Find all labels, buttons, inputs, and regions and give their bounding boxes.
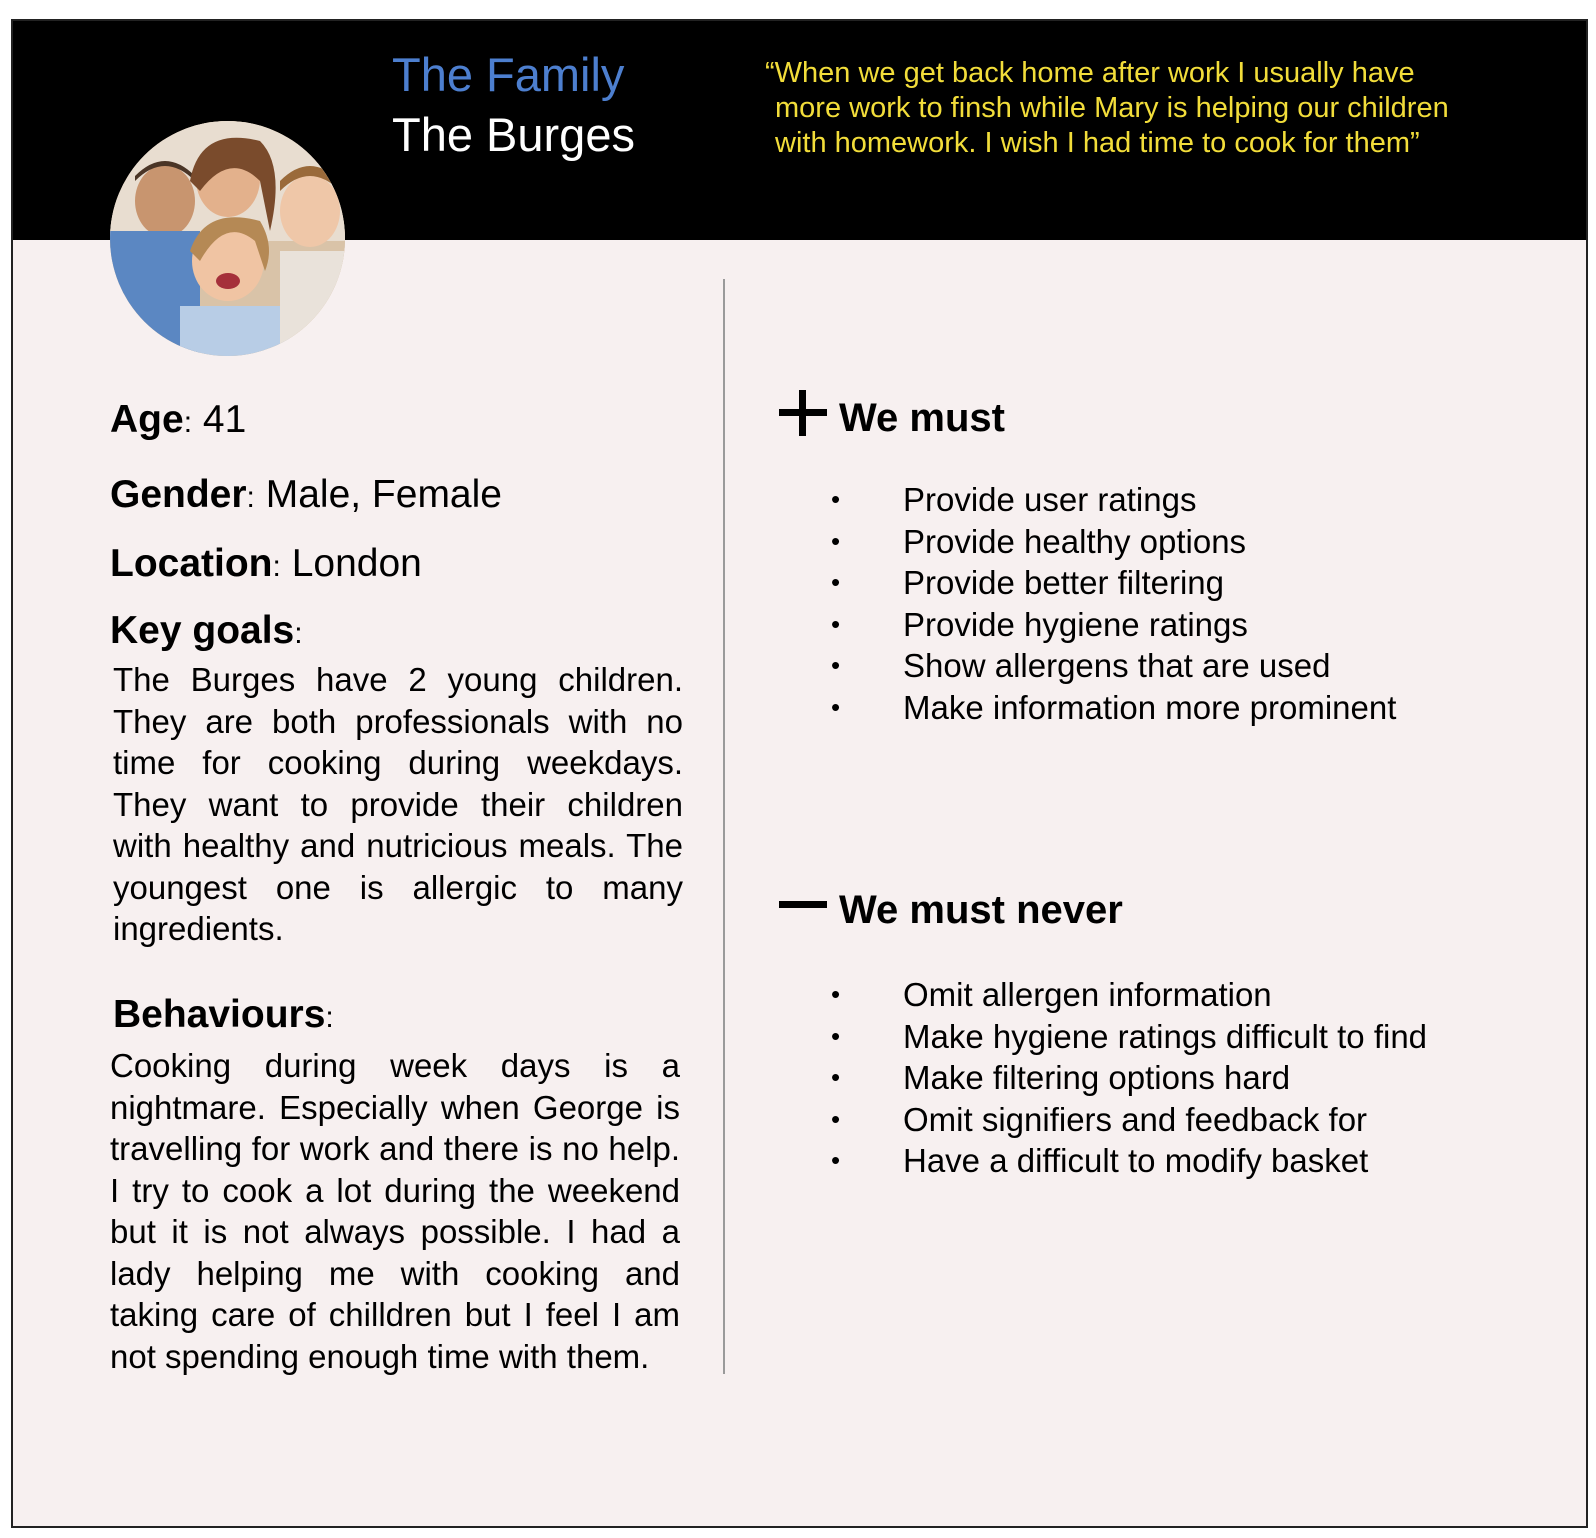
must-heading xyxy=(779,389,1005,447)
column-divider xyxy=(723,279,725,1374)
location-field: Location: London xyxy=(110,542,422,585)
plus-icon xyxy=(779,389,829,447)
location-label: Location xyxy=(110,542,273,585)
family-photo-icon xyxy=(110,121,345,356)
quote-line: more work to finsh while Mary is helping our children xyxy=(775,92,1449,124)
persona-quote xyxy=(765,56,1565,161)
persona-type-title: The Family xyxy=(392,48,625,101)
key-goals-heading: Key goals: xyxy=(110,609,303,652)
gender-value: Male, Female xyxy=(265,473,502,516)
gender-field: Gender: Male, Female xyxy=(110,473,502,516)
age-label: Age xyxy=(110,398,184,441)
key-goals-label: Key goals xyxy=(110,609,295,652)
quote-line: with homework. I wish I had time to cook for them” xyxy=(775,127,1420,159)
list-item: • Provide healthy options xyxy=(831,522,1247,560)
list-item: • Provide hygiene ratings xyxy=(831,605,1248,643)
list-item: • Make hygiene ratings difficult to find xyxy=(831,1017,1428,1055)
list-item: • Provide user ratings xyxy=(831,481,1197,518)
must-never-list xyxy=(823,974,1427,1182)
age-value: 41 xyxy=(202,398,247,441)
gender-label: Gender xyxy=(110,473,247,516)
quote-line: “When we get back home after work I usually have xyxy=(765,57,1415,89)
must-never-heading-label: We must never xyxy=(839,887,1123,932)
must-never-heading xyxy=(779,881,1123,939)
must-heading-label: We must xyxy=(839,395,1005,440)
behaviours-heading: Behaviours: xyxy=(113,993,334,1036)
list-item: • Omit allergen information xyxy=(831,976,1272,1013)
must-list xyxy=(823,479,1396,728)
key-goals-text: The Burges have 2 young children. They are both professionals with no time for cooking during weekdays. They want to provide their children with healthy and nutricious meals. The youngest one is allergic to many ingredients. xyxy=(113,661,683,947)
behaviours-text: Cooking during week days is a nightmare. Especially when George is travelling for work and there is no help. I try to cook a lot during the weekend but it is not always possible. I had a lady helping me with cooking and taking care of chilldren but I feel I am not spending enough time with them. xyxy=(110,1047,680,1375)
persona-name-title: The Burges xyxy=(392,108,635,161)
list-item: • Provide better filtering xyxy=(831,564,1224,601)
list-item: • Make filtering options hard xyxy=(831,1059,1291,1096)
title-group xyxy=(392,47,635,167)
location-value: London xyxy=(291,542,422,585)
list-item: • Have a difficult to modify basket xyxy=(831,1142,1369,1179)
list-item: • Show allergens that are used xyxy=(831,647,1331,684)
list-item: • Make information more prominent xyxy=(831,688,1397,726)
behaviours-label: Behaviours xyxy=(113,993,326,1036)
minus-icon xyxy=(779,881,829,939)
list-item: • Omit signifiers and feedback for xyxy=(831,1100,1368,1138)
age-field: Age: 41 xyxy=(110,398,247,441)
persona-card xyxy=(11,19,1588,1528)
family-photo-avatar xyxy=(110,121,345,356)
